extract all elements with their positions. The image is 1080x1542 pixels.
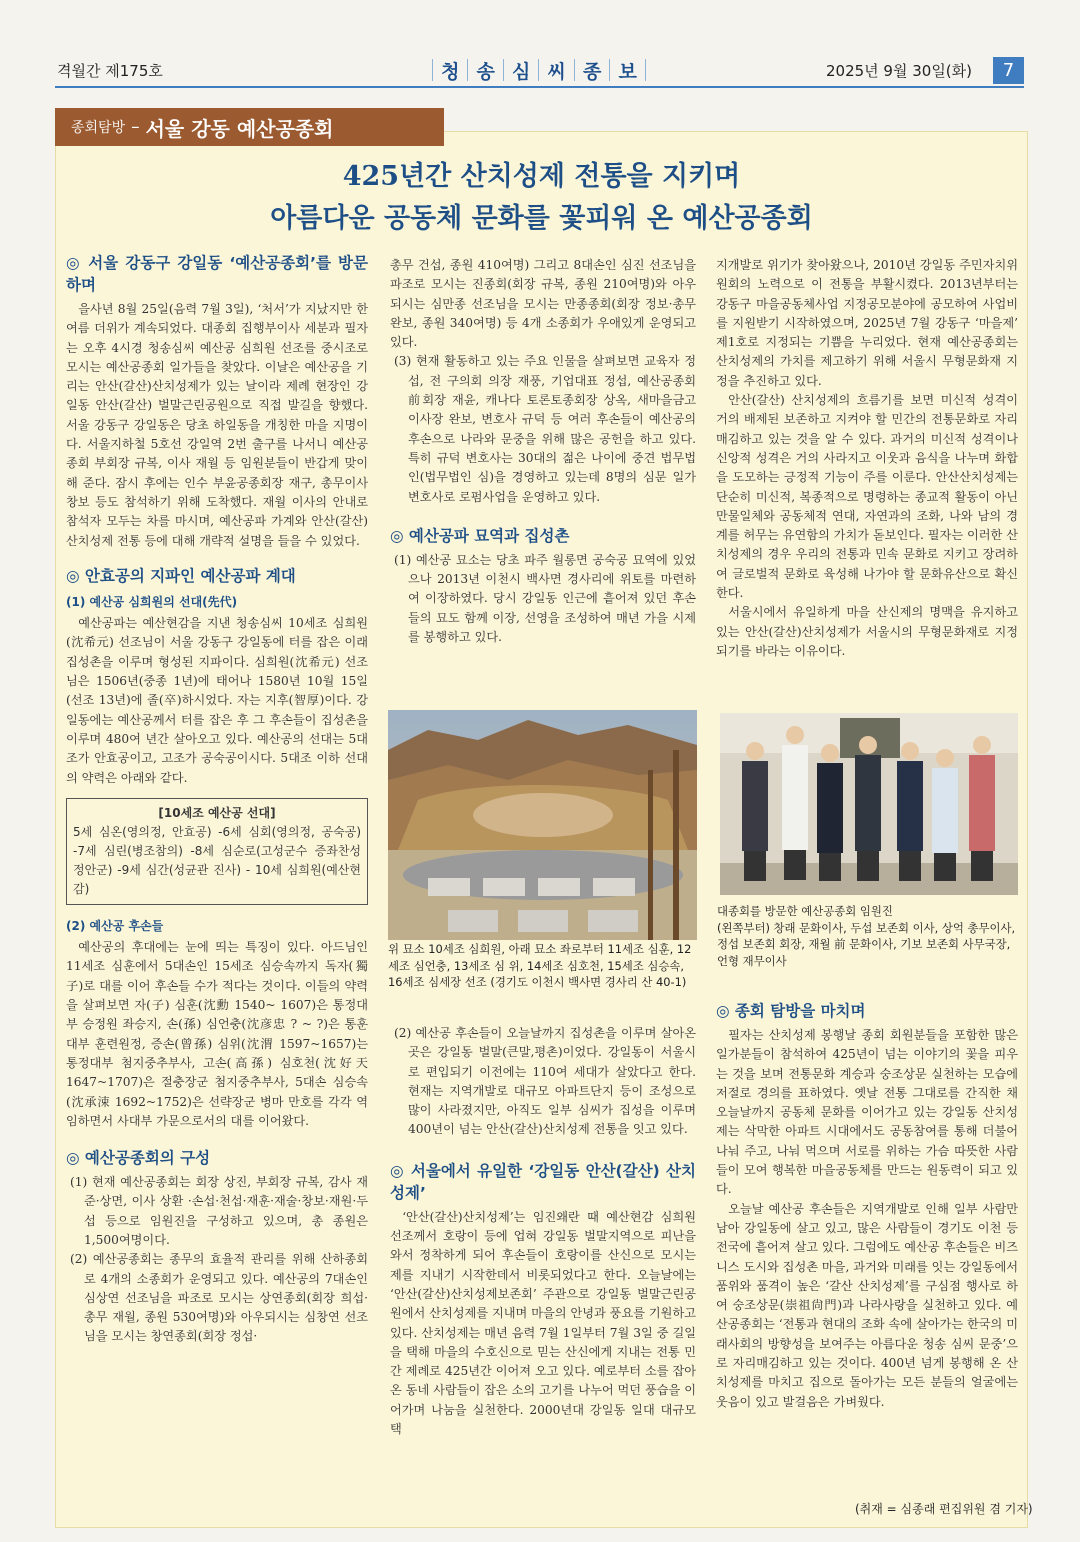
banner-series: 종회탐방 xyxy=(71,120,126,136)
banner-title: 서울 강동 예산공종회 xyxy=(145,116,334,141)
headline-line-2: 아름다운 공동체 문화를 꽃피워 온 예산공종회 xyxy=(270,203,813,234)
tomb-photo xyxy=(388,710,697,940)
list-item: (3) 현재 활동하고 있는 주요 인물을 살펴보면 교육자 정섭, 전 구의회 의장 재풍, 기업대표 정섭, 예산공종회 前회장 재윤, 캐나다 토론토종회장 상옥, 새마을금고 이사장 완보, 변호사 규덕 등 여러 후손들이 예산공의 후손으로 나라와 문중을 위해 많은 공헌을 하고 있다. 특히 규덕 변호사는 30대의 젊은 나이에 중견 법무법인(법무법인 심)을 경영하고 있는데 8명의 심문 일가 변호사로 로펌사업을 운영하고 있다. xyxy=(394,354,696,504)
lineage-box-body: 5세 심온(영의정, 안효공) -6세 심회(영의정, 공숙공) -7세 심린(병조참의) -8세 심순로(고성군수 증좌찬성 정안군) -9세 심간(성균관 진사) - 10세 심희원(예산현감) xyxy=(73,824,361,896)
issue-number: 격월간 제175호 xyxy=(57,62,163,80)
banner-dash: – xyxy=(131,117,140,137)
column-2 xyxy=(390,256,696,647)
newspaper-title xyxy=(432,56,646,84)
column-3 xyxy=(716,256,1018,661)
tomb-photo-caption: 위 묘소 10세조 심희원, 아래 묘소 좌로부터 11세조 심훈, 12세조 심언충, 13세조 심 위, 14세조 심호천, 15세조 심승속, 16세조 심세장 선조 (경기도 이천시 백사면 경사리 산 40-1) xyxy=(388,942,692,989)
page-number: 7 xyxy=(993,57,1024,84)
headline-line-1: 425년간 산치성제 전통을 지키며 xyxy=(342,161,741,192)
paragraph: 지개발로 위기가 찾아왔으나, 2010년 강일동 주민자치위원회의 노력으로 이 전통을 부활시켰다. 2013년부터는 강동구 마을공동체사업 지정공모분야에 공모하여 사업비를 지원받기 시작하였으며, 2025년 7월 강동구 ‘마을제’ 제1호로 지정되는 기쁨을 누리었다. 현재 예산공종회는 산치성제의 가치를 제고하기 위해 서울시 무형문화재 지정을 추진하고 있다. xyxy=(716,258,1018,388)
lineage-box-title: [10세조 예산공 선대] xyxy=(158,805,276,820)
tomb-photo-image xyxy=(388,710,697,940)
title-char: 씨 xyxy=(547,60,566,83)
byline-credit: (취재 = 심종래 편집위원 겸 기자) xyxy=(855,1502,1033,1516)
section-heading: ◎ 안효공의 지파인 예산공파 계대 xyxy=(66,566,296,585)
list-item: (2) 예산공 후손들이 오늘날까지 집성촌을 이루며 살아온 곳은 강일동 벌말(큰말,평촌)이었다. 강일동이 서울시로 편입되기 이전에는 110여 세대가 살았다고 한다. 현재는 지역개발로 대규모 아파트단지 등이 조성으로 많이 사라졌지만, 아직도 일부 심씨가 집성을 이루며 400년이 넘는 안산(갈산)산치성제 전통을 잇고 있다. xyxy=(394,1026,696,1137)
section-heading: ◎ 예산공종회의 구성 xyxy=(66,1149,211,1168)
paragraph: 예산공의 후대에는 눈에 띄는 특징이 있다. 아드님인 11세조 심훈에서 5대손인 15세조 심승속까지 독자(獨子)로 대를 이어 후손들 수가 적다는 것이다. 이들의 약력을 살펴보면 자(子) 심훈(沈勳 1540~ 1607)은 통정대부 승정원 좌승지, 손(孫) 심언충(沈彦忠 ? ~ ?)은 통훈대부 훈련원정, 증손(曾孫) 심위(沈渭 1597~1657)는 통정대부 첨지중추부사, 고손(高孫) 심호천(沈好天 1647~1707)은 절충장군 첨지중추부사, 5대손 심승속(沈承涑 1692~1752)은 선략장군 병마 만호를 각각 역임하면서 사대부 가문으로서의 대를 이어왔다. xyxy=(66,940,368,1128)
paragraph: 서울시에서 유일하게 마을 산신제의 명맥을 유지하고 있는 안산(갈산)산치성제가 서울시의 무형문화재로 지정되기를 바라는 이유이다. xyxy=(716,605,1018,658)
group-photo xyxy=(720,713,1018,895)
section-banner xyxy=(55,108,444,146)
column-2-lower xyxy=(390,1024,696,1439)
paragraph: 오늘날 예산공 후손들은 지역개발로 인해 일부 사람만 남아 강일동에 살고 있고, 많은 사람들이 경기도 이천 등 전국에 흩어져 살고 있다. 그럼에도 예산공 후손들은 비즈니스 도시와 집성촌 마을, 과거와 미래를 잇는 강일동에서 품위와 품격이 높은 ‘갈산 산치성제’를 구심점 행사로 하여 숭조상문(崇祖尙門)과 나라사랑을 실천하고 있다. 예산공종회는 ‘전통과 현대의 조화 속에 살아가는 한국의 미래사회의 방향성을 보여주는 아름다운 청송 심씨 문중’으로 자리매김하고 있는 것이다. 400년 넘게 봉행해 온 산치성제를 마치고 집으로 돌아가는 모든 분들의 얼굴에는 웃음이 있고 발걸음은 가벼웠다. xyxy=(716,1201,1018,1409)
lineage-box xyxy=(66,798,368,905)
caption-body: (왼쪽부터) 창래 문화이사, 두섭 보존회 이사, 상억 총무이사, 정섭 보존회 회장, 재월 前 문화이사, 기보 보존회 사무국장, 언형 재무이사 xyxy=(717,920,1016,968)
article-headline xyxy=(55,156,1028,240)
subsection-heading: (2) 예산공 후손들 xyxy=(66,918,164,933)
column-3-lower xyxy=(716,1000,1018,1412)
list-item: (2) 예산공종회는 종무의 효율적 관리를 위해 산하종회로 4개의 소종회가 운영되고 있다. 예산공의 7대손인 심상연 선조님을 파조로 모시는 상연종회(회장 희섭·총무 재월, 종원 530여명)와 아우되시는 심창연 선조님을 모시는 창연종회(회장 정섭· xyxy=(70,1252,368,1344)
title-char: 보 xyxy=(618,60,637,83)
title-char: 종 xyxy=(583,60,602,83)
paragraph: 총무 건섭, 종원 410여명) 그리고 8대손인 심진 선조님을 파조로 모시는 진종회(회장 규복, 종원 210여명)와 아우되시는 심만종 선조님을 모시는 만종종회(회장 정보·총무 완보, 종원 340여명) 등 4개 소종회가 우애있게 운영되고 있다. xyxy=(390,258,696,350)
section-heading: ◎ 서울에서 유일한 ‘강일동 안산(갈산) 산치성제’ xyxy=(390,1161,696,1202)
section-heading: ◎ 서울 강동구 강일동 ‘예산공종회’를 방문하며 xyxy=(66,254,368,294)
paragraph: 을사년 8월 25일(음력 7월 3일), ‘처서’가 지났지만 한여름 더위가 계속되었다. 대종회 집행부이사 세분과 필자는 오후 4시경 청송심씨 예산공 심희원 선조를 중시조로 모시는 예산공종회 일가들을 찾았다. 이날은 예산공을 기리는 안산(갈산)산치성제가 있는 날이라 제례 현장인 강일동 안산(갈산) 벌말근린공원으로 직접 발길을 향했다. 서울 강동구 강일동은 당초 하일동을 개칭한 마을 지명이다. 서울지하철 5호선 강일역 2번 출구를 나서니 예산공종회 부회장 규복, 이사 재월 등 임원분들이 반갑게 맞이해 준다. 잠시 후에는 인수 부윤공종회장 재구, 총무이사 창보 등도 참석하기 위해 도착했다. 재월 이사의 안내로 참석자 모두는 차를 마시며, 예산공파 가계와 안산(갈산) 산치성제 전통 등에 대해 개략적 설명을 들을 수 있었다. xyxy=(66,302,368,548)
section-heading: ◎ 예산공파 묘역과 집성촌 xyxy=(390,526,570,545)
title-char: 심 xyxy=(512,60,531,83)
list-item: (1) 예산공 묘소는 당초 파주 월롱면 공숙공 묘역에 있었으나 2013년 이천시 백사면 경사리에 위토를 마련하여 이장하였다. 당시 강일동 인근에 흩어져 있던 후손들의 묘도 함께 이장, 선영을 조성하여 매년 가을 시제를 봉행하고 있다. xyxy=(394,552,696,645)
issue-date: 2025년 9월 30일(화) xyxy=(826,62,973,80)
column-1 xyxy=(66,252,368,1347)
group-photo-image xyxy=(720,713,1018,895)
paragraph: ‘안산(갈산)산치성제’는 임진왜란 때 예산현감 심희원 선조께서 호랑이 등에 업혀 강일동 벌말지역으로 피난을 와서 정착하게 되어 후손들이 호랑이를 산신으로 모시는 제를 지내기 시작한데서 비롯되었다고 한다. 오늘날에는 ‘안산(갈산)산치성제보존회’ 주관으로 강일동 벌말근린공원에서 산치성제를 지내며 마을의 안녕과 풍요를 기원하고 있다. 산치성제는 매년 음력 7월 1일부터 7월 3일 중 길일을 택해 마을의 수호신으로 믿는 산신에게 지내는 전통 민간 제례로 425년간 이어져 오고 있다. 예로부터 소를 잡아 온 동네 사람들이 잡은 소의 고기를 나누어 먹던 풍습을 이어가며 나눔을 실천한다. 2000년대 강일동 일대 대규모 택 xyxy=(390,1209,696,1437)
paragraph: 예산공파는 예산현감을 지낸 청송심씨 10세조 심희원(沈希元) 선조님이 서울 강동구 강일동에 터를 잡은 이래 집성촌을 이루며 형성된 지파이다. 심희원(沈希元) 선조님은 1506년(중종 1년)에 태어나 1580년 10월 15일(선조 13년)에 졸(卒)하시었다. 자는 지후(智厚)이다. 강일동에는 예산공께서 터를 잡은 후 그 후손들이 집성촌을 이루며 480여 년간 살아오고 있다. 예산공의 선대는 5대조가 안효공이고, 고조가 공숙공이시다. 5대조 이하 선대의 약력은 아래와 같다. xyxy=(66,616,368,785)
title-char: 청 xyxy=(441,60,460,83)
section-heading: ◎ 종회 탐방을 마치며 xyxy=(716,1002,866,1020)
header-divider xyxy=(55,86,1024,88)
paragraph: 안산(갈산) 산치성제의 흐름기를 보면 미신적 성격이 거의 배제된 보존하고 지켜야 할 민간의 전통문화로 자리매김하고 있는 것을 알 수 있다. 과거의 미신적 성격이나 신앙적 성격은 거의 사라지고 이웃과 음식을 나누며 화합을 도모하는 긍정적 기능이 주를 이룬다. 안산산치성제는 단순히 미신적, 복종적으로 명령하는 종교적 활동이 아닌 만물일체와 공동체적 연대, 자연과의 조화, 나와 남의 경계를 허무는 유연함의 가치가 돋보인다. 필자는 이러한 산치성제의 경우 우리의 전통과 민속 문화로 지키고 장려하여 글로벌적 문화로 육성해 나가야 할 문화유산으로 확신한다. xyxy=(716,393,1018,601)
group-photo-caption xyxy=(717,903,1019,969)
paragraph: 필자는 산치성제 봉행날 종회 회원분들을 포함한 많은 일가분들이 참석하여 425년이 넘는 이야기의 꽃을 피우는 것을 보며 전통문화 계승과 숭조상문 실천하는 모습에 저절로 경의를 표하였다. 옛날 전통 그대로를 간직한 채 오늘날까지 공동체 문화를 이어가고 있는 강일동 산치성제는 삭막한 아파트 시대에서도 공동참여를 통해 더불어 나눠 주고, 나눠 먹으며 서로를 위하는 가슴 따뜻한 사람들이 모여 행복한 마을공동체를 만드는 원동력이 되고 있다. xyxy=(716,1028,1018,1197)
title-char: 송 xyxy=(476,60,495,83)
subsection-heading: (1) 예산공 심희원의 선대(先代) xyxy=(66,594,238,609)
caption-title: 대종회를 방문한 예산공종회 임원진 xyxy=(717,904,893,918)
list-item: (1) 현재 예산공종회는 회장 상진, 부회장 규복, 감사 재준·상면, 이사 상환 ·손섭·천섭·재훈·재술·창보·재원·두섭 등으로 임원진을 구성하고 있으며, 총 종원은 1,500여명이다. xyxy=(70,1175,368,1247)
